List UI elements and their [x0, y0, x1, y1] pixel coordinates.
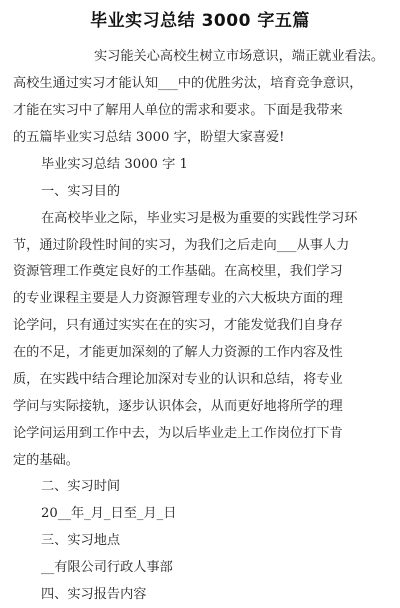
paragraph-line-6: 在的不足，才能更加深刻的了解人力资源的工作内容及性 [13, 345, 343, 360]
time-value: 20__年_月_日至_月_日 [41, 506, 177, 521]
intro-line-4: 的五篇毕业实习总结 3000 字，盼望大家喜爱! [13, 130, 285, 145]
location-value: __有限公司行政人事部 [41, 560, 173, 575]
paragraph-line-10: 定的基础。 [13, 453, 79, 468]
heading-location: 三、实习地点 [41, 533, 121, 548]
document-title: 毕业实习总结 3000 字五篇 [90, 11, 310, 31]
intro-line-2: 高校生通过实习才能认知___中的优胜劣汰，培育竞争意识， [13, 76, 363, 91]
paragraph-line-8: 学问与实际接轨，逐步认识体会，从而更好地将所学的理 [13, 399, 343, 414]
paragraph-line-5: 论学问，只有通过实实在在的实习，才能发觉我们自身存 [13, 318, 343, 333]
section-subtitle: 毕业实习总结 3000 字 1 [41, 157, 188, 172]
paragraph-line-1: 在高校毕业之际，毕业实习是极为重要的实践性学习环 [41, 211, 358, 226]
heading-time: 二、实习时间 [41, 479, 121, 494]
intro-line-3: 才能在实习中了解用人单位的需求和要求。下面是我带来 [13, 103, 343, 118]
paragraph-line-2: 节，通过阶段性时间的实习，为我们之后走向___从事人力 [13, 238, 350, 253]
paragraph-line-3: 资源管理工作奠定良好的工作基础。在高校里，我们学习 [13, 264, 343, 279]
intro-line-1: 实习能关心高校生树立市场意识，端正就业看法。 [94, 49, 385, 64]
heading-purpose: 一、实习目的 [41, 184, 121, 199]
paragraph-line-7: 质，在实践中结合理论加深对专业的认识和总结，将专业 [13, 372, 343, 387]
paragraph-line-4: 的专业课程主要是人力资源管理专业的六大板块方面的理 [13, 291, 343, 306]
heading-report-content: 四、实习报告内容 [41, 587, 147, 602]
paragraph-line-9: 论学问运用到工作中去，为以后毕业走上工作岗位打下肯 [13, 426, 343, 441]
